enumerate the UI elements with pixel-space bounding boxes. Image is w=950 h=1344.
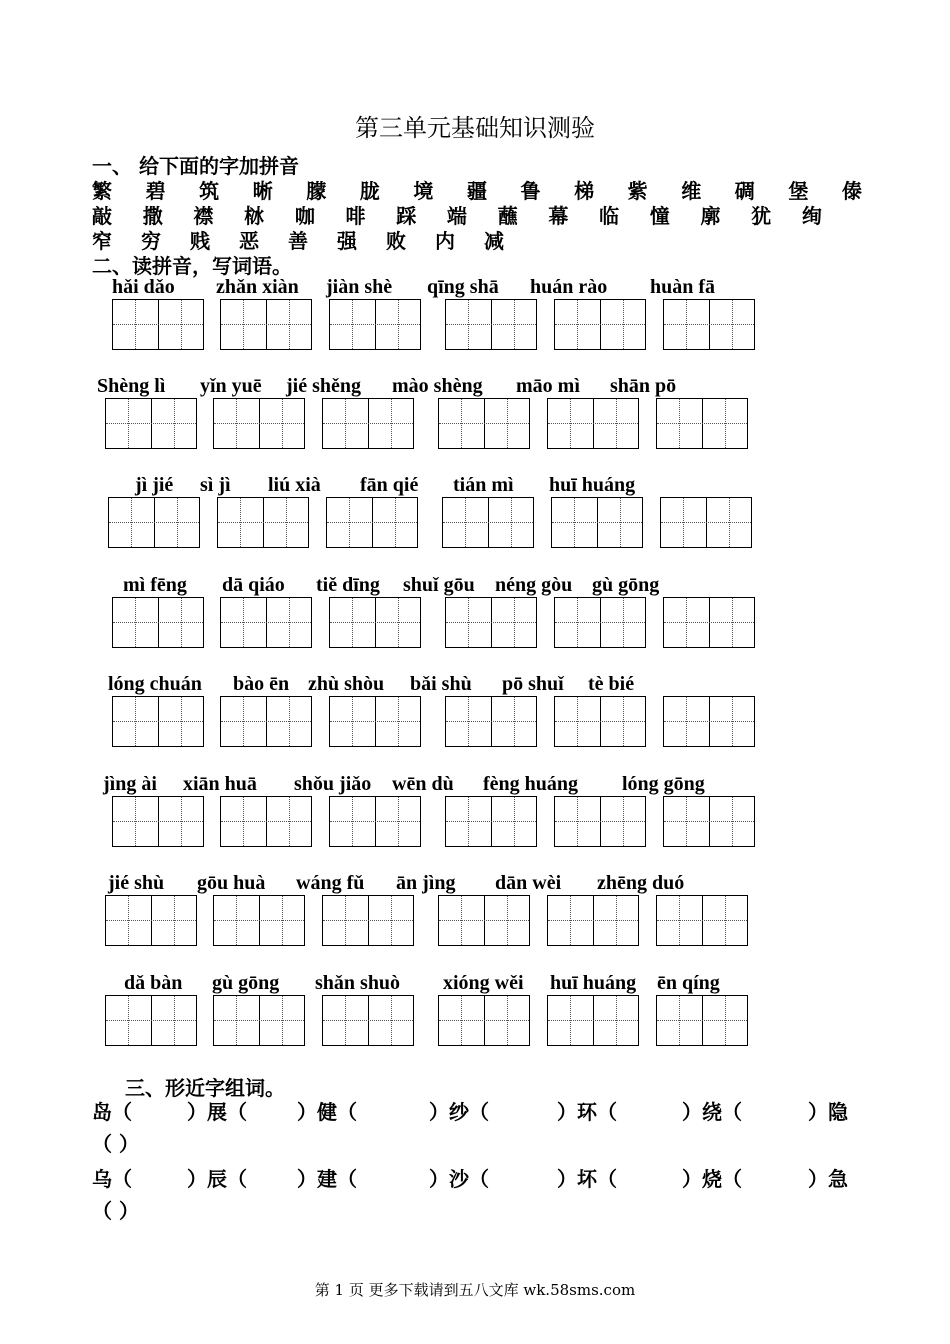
similar-chars-row-1-cont: （ ） xyxy=(92,1132,139,1156)
writing-grid-box[interactable] xyxy=(322,995,414,1046)
writing-grid-box[interactable] xyxy=(554,796,646,847)
pinyin-label: gù gōng xyxy=(212,972,280,994)
sim-item: ）坏（ xyxy=(557,1167,617,1191)
writing-grid-box[interactable] xyxy=(329,796,421,847)
char: 穷 xyxy=(141,229,161,253)
char: 境 xyxy=(413,179,434,203)
pinyin-label: huī huáng xyxy=(550,972,637,994)
writing-grid-box[interactable] xyxy=(112,796,204,847)
writing-grid-box[interactable] xyxy=(213,895,305,946)
char: 堡 xyxy=(788,179,809,203)
writing-grid-box[interactable] xyxy=(213,398,305,449)
writing-grid-box[interactable] xyxy=(322,895,414,946)
pinyin-label: néng gòu xyxy=(495,574,573,596)
char: 栤 xyxy=(244,204,265,228)
char: 贱 xyxy=(190,229,210,253)
writing-grid-box[interactable] xyxy=(656,895,748,946)
pinyin-label: shuǐ gōu xyxy=(403,574,475,596)
writing-grid-box[interactable] xyxy=(663,597,755,648)
writing-grid-box[interactable] xyxy=(663,696,755,747)
writing-grid-box[interactable] xyxy=(656,398,748,449)
pinyin-label: dān wèi xyxy=(495,872,562,894)
writing-grid-box[interactable] xyxy=(220,696,312,747)
char: 善 xyxy=(288,229,308,253)
char: 晰 xyxy=(252,179,273,203)
char: 恶 xyxy=(239,229,259,253)
writing-grid-box[interactable] xyxy=(220,796,312,847)
pinyin-label: huán rào xyxy=(530,276,608,298)
sim-item: 乌（ xyxy=(92,1167,132,1191)
writing-grid-box[interactable] xyxy=(442,497,534,548)
pinyin-label: sì jì xyxy=(200,474,231,496)
section-2-heading: 二、读拼音，写词语。 xyxy=(92,254,292,278)
char: 强 xyxy=(337,229,357,253)
sim-item: ）展（ xyxy=(187,1100,247,1124)
pinyin-label: tè bié xyxy=(588,673,635,695)
pinyin-label: mào shèng xyxy=(392,375,483,397)
writing-grid-box[interactable] xyxy=(326,497,418,548)
char: 傣 xyxy=(841,179,862,203)
sim-item: ）健（ xyxy=(297,1100,357,1124)
writing-grid-box[interactable] xyxy=(438,995,530,1046)
pinyin-label: dā qiáo xyxy=(222,574,285,596)
writing-grid-box[interactable] xyxy=(554,299,646,350)
pinyin-label: bǎi shù xyxy=(410,673,472,695)
char: 内 xyxy=(435,229,455,253)
char: 踩 xyxy=(396,204,417,228)
writing-grid-box[interactable] xyxy=(547,398,639,449)
writing-grid-box[interactable] xyxy=(660,497,752,548)
writing-grid-box[interactable] xyxy=(547,895,639,946)
char: 疆 xyxy=(466,179,487,203)
pinyin-label: wēn dù xyxy=(392,773,454,795)
char: 蘸 xyxy=(497,204,518,228)
pinyin-label: mì fēng xyxy=(123,574,187,596)
similar-chars-row-2 xyxy=(92,1163,862,1192)
sim-item: ）沙（ xyxy=(429,1167,489,1191)
pinyin-label: shān pō xyxy=(610,375,677,397)
writing-grid-box[interactable] xyxy=(554,597,646,648)
writing-grid-box[interactable] xyxy=(438,398,530,449)
char: 憧 xyxy=(649,204,670,228)
similar-chars-row-2-cont: （ ） xyxy=(92,1199,139,1223)
writing-grid-box[interactable] xyxy=(217,497,309,548)
pinyin-label: fèng huáng xyxy=(483,773,579,795)
writing-grid-box[interactable] xyxy=(547,995,639,1046)
writing-grid-box[interactable] xyxy=(663,299,755,350)
writing-grid-box[interactable] xyxy=(445,299,537,350)
pinyin-label: bào ēn xyxy=(233,673,290,695)
writing-grid-box[interactable] xyxy=(445,796,537,847)
writing-grid-box[interactable] xyxy=(438,895,530,946)
writing-grid-box[interactable] xyxy=(551,497,643,548)
char: 临 xyxy=(599,204,620,228)
writing-grid-box[interactable] xyxy=(220,597,312,648)
pinyin-label: pō shuǐ xyxy=(502,673,564,695)
char: 廓 xyxy=(700,204,721,228)
char: 窄 xyxy=(92,229,112,253)
sim-item: ）建（ xyxy=(297,1167,357,1191)
pinyin-label: xiān huā xyxy=(183,773,257,795)
char: 梯 xyxy=(574,179,595,203)
sim-item: ）隐 xyxy=(808,1100,848,1124)
char: 绚 xyxy=(801,204,822,228)
char: 端 xyxy=(446,204,467,228)
writing-grid-box[interactable] xyxy=(105,398,197,449)
writing-grid-box[interactable] xyxy=(445,696,537,747)
writing-grid-box[interactable] xyxy=(213,995,305,1046)
pinyin-label: huī huáng xyxy=(549,474,636,496)
writing-grid-box[interactable] xyxy=(329,696,421,747)
pinyin-label: shǒu jiǎo xyxy=(294,773,372,795)
section-3-heading: 三、形近字组词。 xyxy=(125,1076,285,1100)
pinyin-label: tián mì xyxy=(453,474,514,496)
writing-grid-box[interactable] xyxy=(108,497,200,548)
pinyin-label: shǎn shuò xyxy=(315,972,401,994)
writing-grid-box[interactable] xyxy=(329,299,421,350)
writing-grid-box[interactable] xyxy=(112,299,204,350)
pinyin-label: xióng wěi xyxy=(443,972,524,994)
sim-item: ）急 xyxy=(808,1167,848,1191)
char: 繁 xyxy=(92,179,112,203)
sim-item: 岛（ xyxy=(92,1100,132,1124)
char: 鲁 xyxy=(520,179,541,203)
pinyin-label: zhēng duó xyxy=(597,872,685,894)
pinyin-label: jìng ài xyxy=(103,773,157,795)
pinyin-label: jié shěng xyxy=(286,375,361,397)
writing-grid-box[interactable] xyxy=(554,696,646,747)
pinyin-label: zhǎn xiàn xyxy=(216,276,299,298)
char: 碉 xyxy=(734,179,755,203)
writing-grid-box[interactable] xyxy=(663,796,755,847)
similar-chars-row-1 xyxy=(92,1096,862,1125)
pinyin-label: tiě dīng xyxy=(316,574,380,596)
pinyin-label: gōu huà xyxy=(197,872,266,894)
pinyin-label: lóng gōng xyxy=(622,773,705,795)
pinyin-label: māo mì xyxy=(516,375,580,397)
pinyin-label: jié shù xyxy=(108,872,165,894)
pinyin-label: gù gōng xyxy=(592,574,660,596)
writing-grid-box[interactable] xyxy=(322,398,414,449)
char: 撒 xyxy=(142,204,163,228)
pinyin-label: yǐn yuē xyxy=(200,375,262,397)
pinyin-label: wáng fǔ xyxy=(296,872,365,894)
page-title: 第三单元基础知识测验 xyxy=(355,114,595,142)
writing-grid-box[interactable] xyxy=(112,696,204,747)
pinyin-label: hǎi dǎo xyxy=(112,276,175,298)
sim-item: ）辰（ xyxy=(187,1167,247,1191)
char: 敲 xyxy=(92,204,112,228)
page-footer: 第 1 页 更多下载请到五八文库 wk.58sms.com xyxy=(314,1281,636,1299)
writing-grid-box[interactable] xyxy=(220,299,312,350)
char: 犹 xyxy=(751,204,772,228)
writing-grid-box[interactable] xyxy=(112,597,204,648)
char: 啡 xyxy=(345,204,366,228)
pinyin-label: huàn fā xyxy=(650,276,716,298)
pinyin-label: jiàn shè xyxy=(326,276,393,298)
sim-item: ）烧（ xyxy=(682,1167,742,1191)
char: 碧 xyxy=(145,179,166,203)
pinyin-label: jì jié xyxy=(135,474,174,496)
char: 败 xyxy=(386,229,406,253)
writing-grid-box[interactable] xyxy=(656,995,748,1046)
section-1-heading: 一、 给下面的字加拼音 xyxy=(92,154,299,178)
pinyin-label: zhù shòu xyxy=(308,673,385,695)
sim-item: ）环（ xyxy=(557,1100,617,1124)
pinyin-label: lóng chuán xyxy=(108,673,202,695)
char: 紫 xyxy=(627,179,648,203)
pinyin-label: dǎ bàn xyxy=(124,972,183,994)
sim-item: ）纱（ xyxy=(429,1100,489,1124)
pinyin-label: ēn qíng xyxy=(657,972,720,994)
writing-grid-box[interactable] xyxy=(105,895,197,946)
char: 咖 xyxy=(294,204,315,228)
char: 维 xyxy=(681,179,702,203)
writing-grid-box[interactable] xyxy=(445,597,537,648)
char: 幕 xyxy=(548,204,569,228)
writing-grid-box[interactable] xyxy=(329,597,421,648)
pinyin-label: qīng shā xyxy=(427,276,499,298)
pinyin-label: liú xià xyxy=(268,474,321,496)
char: 筑 xyxy=(199,179,220,203)
pinyin-label: fān qié xyxy=(360,474,419,496)
char: 朦 xyxy=(306,179,327,203)
char: 襟 xyxy=(193,204,214,228)
writing-grid-box[interactable] xyxy=(105,995,197,1046)
char: 减 xyxy=(484,229,504,253)
sim-item: ）绕（ xyxy=(682,1100,742,1124)
pinyin-label: ān jìng xyxy=(396,872,456,894)
char: 胧 xyxy=(359,179,380,203)
pinyin-label: Shèng lì xyxy=(97,375,166,397)
